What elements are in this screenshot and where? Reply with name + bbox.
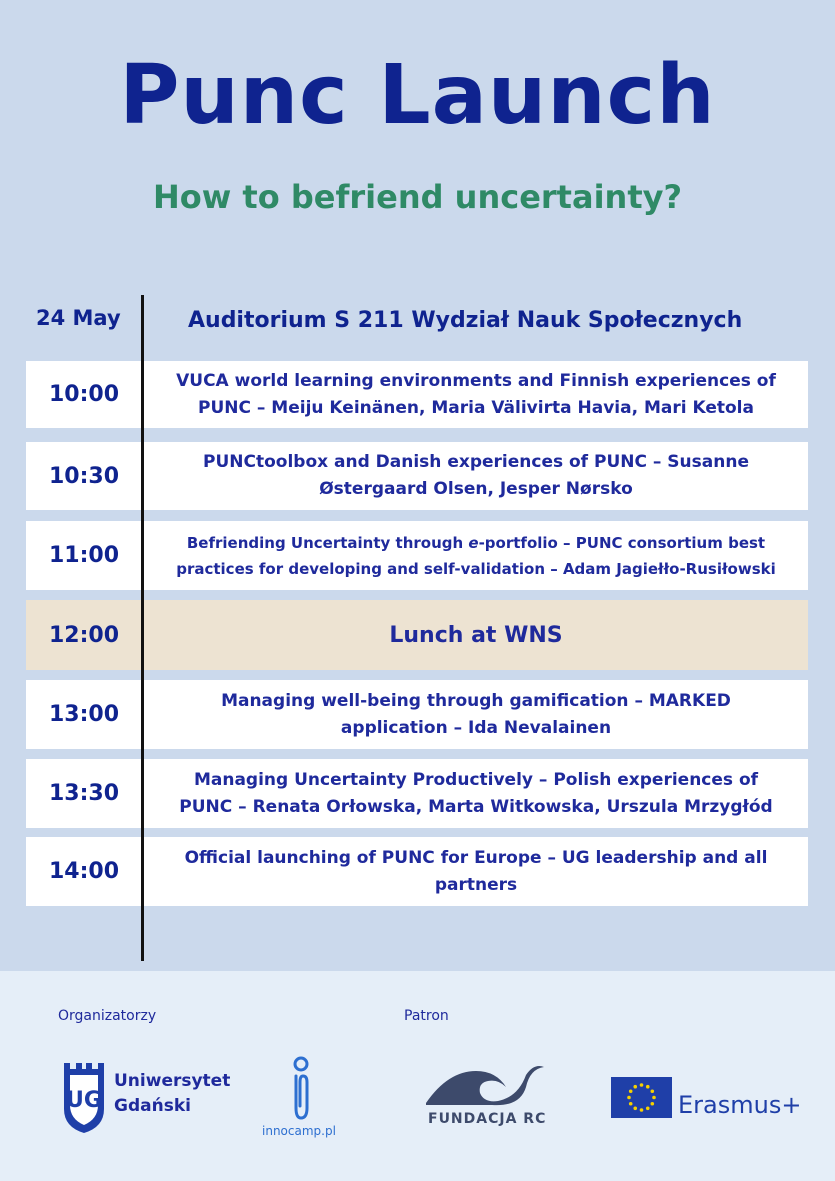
schedule-line: Managing Uncertainty Productively – Polish experiences of [193,769,759,790]
schedule-line: Østergaard Olsen, Jesper Nørsko [319,479,633,499]
schedule-time: 11:00 [48,543,120,568]
schedule-description [144,521,808,590]
innocamp-logo-text: innocamp.pl [262,1124,336,1138]
schedule-description: Lunch at WNS [389,622,563,648]
fundacja-rc-wave-icon [426,1061,546,1107]
ug-name-line1: Uniwersytet [114,1071,231,1091]
timeline-divider [141,295,144,961]
event-venue: Auditorium S 211 Wydział Nauk Społecznych [188,308,743,333]
patron-label: Patron [404,1008,449,1024]
ug-name-line2: Gdański [114,1096,191,1116]
schedule-description [144,361,808,428]
page-title: Punc Launch [119,48,716,143]
schedule-description [144,680,808,749]
schedule-line: Managing well-being through gamification – MARKED [221,690,731,711]
schedule-description [144,837,808,906]
schedule-line: practices for developing and self-validation – Adam Jagiełło-Rusiłowski [176,559,776,578]
organizers-label: Organizatorzy [58,1008,157,1024]
schedule-line: PUNC – Renata Orłowska, Marta Witkowska, Urszula Mrzygłód [179,796,773,817]
page-subtitle: How to befriend uncertainty? [152,178,683,216]
schedule-description [144,442,808,510]
ug-crest-icon [62,1061,106,1133]
schedule-time: 14:00 [48,859,120,884]
schedule-description [144,759,808,828]
event-date: 24 May [36,306,121,330]
schedule-line: Official launching of PUNC for Europe – UG leadership and all [184,847,768,868]
schedule-time: 13:00 [48,702,120,727]
schedule-line: partners [434,874,518,895]
innocamp-paperclip-icon [283,1056,319,1124]
fundacja-rc-logo-text: FUNDACJA RC [428,1111,547,1127]
schedule-time: 12:00 [48,622,120,648]
erasmus-logo-text: Erasmus+ [678,1091,802,1119]
schedule-time: 10:30 [48,463,120,489]
schedule-time: 10:00 [48,382,120,407]
schedule-time: 13:30 [48,781,120,806]
schedule-line: application – Ida Nevalainen [340,717,612,738]
svg-text:UG: UG [66,1088,102,1113]
schedule-line: PUNC – Meiju Keinänen, Maria Välivirta Havia, Mari Ketola [198,397,754,418]
eu-flag-icon [611,1077,672,1118]
schedule-line: Befriending Uncertainty through e-portfolio – PUNC consortium best [186,533,766,552]
schedule-line: VUCA world learning environments and Finnish experiences of [176,370,776,391]
schedule-line: PUNCtoolbox and Danish experiences of PUNC – Susanne [203,452,749,472]
